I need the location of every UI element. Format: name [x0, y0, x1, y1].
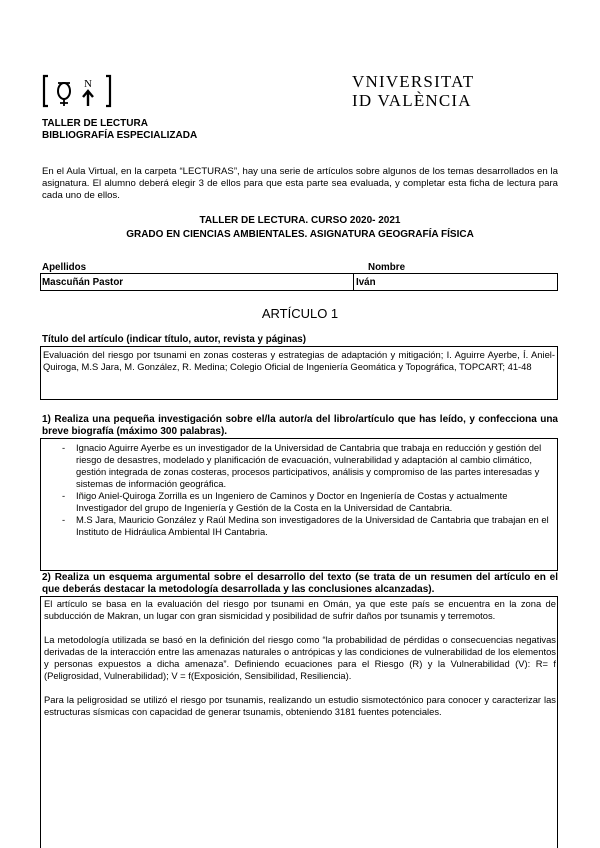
document-header — [42, 118, 197, 142]
title-label: Título del artículo (indicar título, autor, revista y páginas) — [42, 334, 307, 345]
summary-paragraph: El artículo se basa en la evaluación del riesgo por tsunami en Omán, ya que este país se encuentra en la zona de subducción de Makran, un lugar con gran sismicidad y posibilidad de sufrir daños por tsunamis y terremotos. — [44, 598, 556, 621]
university-logo — [352, 72, 474, 112]
biography-list — [62, 442, 552, 538]
surname-value: Mascuñán Pastor — [42, 277, 124, 288]
question-2: 2) Realiza un esquema argumental sobre el desarrollo del texto (se trata de un resumen del artículo en el que deberás destacar la metodología desarrollada y las conclusiones alcanzadas). — [42, 572, 558, 595]
course-subtitle: GRADO EN CIENCIAS AMBIENTALES. ASIGNATURA GEOGRAFÍA FÍSICA — [126, 229, 474, 240]
article-title-value: Evaluación del riesgo por tsunami en zonas costeras y estrategias de adaptación y mitigación; I. Aguirre Ayerbe, Í. Aniel-Quiroga, M.S Jara, M. González, R. Medina; Colegio Oficial de Ingeniería Geomática y Topográfica, TOPCART; 41-48 — [43, 349, 555, 372]
name-value: Iván — [356, 277, 376, 288]
list-item: - Iñigo Aniel-Quiroga Zorrilla es un Ingeniero de Caminos y Doctor en Ingeniería de Costas y actualmente Investigador del grupo de Ingeniería y Gestión de la Costa en la Universidad de Cantabria. — [62, 490, 508, 513]
svg-text:N: N — [84, 78, 92, 90]
intro-paragraph: En el Aula Virtual, en la carpeta “LECTURAS”, hay una serie de artículos sobre algunos de los temas desarrollados en la asignatura. El alumno deberá elegir 3 de ellos para que esta parte sea evaluada, y completar esta ficha de lectura para cada uno de ellos. — [42, 166, 558, 201]
name-label: Nombre — [368, 262, 406, 273]
logo-line-2: ID VALÈNCIA — [352, 91, 472, 110]
article-heading: ARTÍCULO 1 — [261, 306, 339, 321]
university-seal-logo — [40, 72, 114, 110]
summary-text — [44, 598, 556, 730]
header-line-1: TALLER DE LECTURA — [42, 118, 148, 129]
header-line-2: BIBLIOGRAFÍA ESPECIALIZADA — [42, 130, 198, 141]
summary-paragraph: La metodología utilizada se basó en la definición del riesgo como “la probabilidad de pérdidas o consecuencias negativas derivadas de la interacción entre las amenazas naturales o antrópicas y las condiciones de vulnerabilidad de los elementos y personas expuestos a dicha amenaza”. Definiendo ecuaciones para el Riesgo (R) y la Vulnerabilidad (V): R= f (Peligrosidad, Vulnerabilidad); V = f(Exposición, Sensibilidad, Resiliencia). — [44, 634, 556, 681]
course-title: TALLER DE LECTURA. CURSO 2020- 2021 — [199, 215, 401, 226]
surname-label: Apellidos — [42, 262, 87, 273]
list-item: - M.S Jara, Mauricio González y Raúl Medina son investigadores de la Universidad de Cantabria que trabajan en el Instituto de Hidráulica Ambiental IH Cantabria. — [62, 514, 549, 537]
seal-icon — [40, 72, 114, 110]
question-1: 1) Realiza una pequeña investigación sobre el/la autor/a del libro/artículo que has leído, y confecciona una breve biografía (máximo 300 palabras). — [42, 414, 558, 437]
summary-paragraph: Para la peligrosidad se utilizó el riesgo por tsunamis, realizando un estudio sismotectónico para conocer y caracterizar las estructuras sísmicas con capacidad de generar tsunamis, obteniendo 3181 fuentes potenciales. — [44, 694, 556, 717]
list-item: - Ignacio Aguirre Ayerbe es un investigador de la Universidad de Cantabria que trabaja en reducción y gestión del riesgo de desastres, modelado y planificación de evacuación, vulnerabilidad y adaptación al cambio climático, gestión integrada de zonas costeras, procesos participativos, análisis y compromiso de las partes interesadas y sistemas de información geográfica. — [62, 442, 542, 489]
logo-line-1: VNIVERSITAT — [352, 72, 475, 91]
